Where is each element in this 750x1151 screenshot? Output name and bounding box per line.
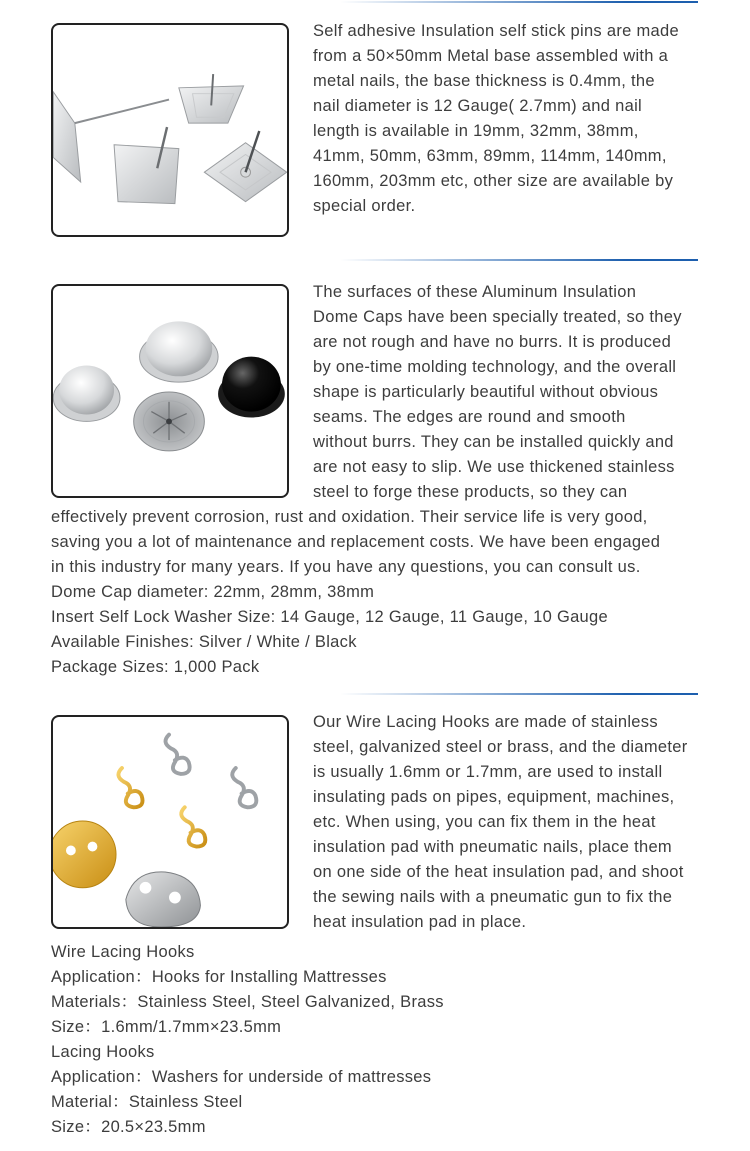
spec-application: Application：Washers for underside of mattresses bbox=[51, 1068, 432, 1086]
self-stick-pins-description bbox=[313, 19, 713, 219]
text-line: special order. bbox=[313, 197, 416, 215]
text-line: are not rough and have no burrs. It is produced bbox=[313, 333, 672, 351]
spec-application: Application：Hooks for Installing Mattresses bbox=[51, 968, 387, 986]
text-line: effectively prevent corrosion, rust and oxidation. Their service life is very good, bbox=[51, 508, 648, 526]
text-line: insulation pad with pneumatic nails, place them bbox=[313, 838, 672, 856]
spec-dome-cap-diameter: Dome Cap diameter: 22mm, 28mm, 38mm bbox=[51, 583, 375, 601]
text-line: the sewing nails with a pneumatic gun to fix the bbox=[313, 888, 673, 906]
spec-product-heading: Lacing Hooks bbox=[51, 1043, 155, 1061]
text-line: length is available in 19mm, 32mm, 38mm, bbox=[313, 122, 639, 140]
text-line: on one side of the heat insulation pad, and shoot bbox=[313, 863, 684, 881]
text-line: 160mm, 203mm etc, other size are available by bbox=[313, 172, 674, 190]
spec-size: Size：1.6mm/1.7mm×23.5mm bbox=[51, 1018, 282, 1036]
dome-caps-description bbox=[313, 280, 713, 505]
text-line: Dome Caps have been specially treated, so they bbox=[313, 308, 682, 326]
text-line: is usually 1.6mm or 1.7mm, are used to install bbox=[313, 763, 663, 781]
section-divider bbox=[340, 1, 698, 3]
text-line: are not easy to slip. We use thickened stainless bbox=[313, 458, 675, 476]
text-line: insulating pads on pipes, equipment, machines, bbox=[313, 788, 675, 806]
spec-finishes: Available Finishes: Silver / White / Black bbox=[51, 633, 357, 651]
text-line: without burrs. They can be installed quickly and bbox=[313, 433, 674, 451]
text-line: etc. When using, you can fix them in the heat bbox=[313, 813, 656, 831]
wire-lacing-hooks-specs bbox=[51, 940, 711, 1140]
spec-product-heading: Wire Lacing Hooks bbox=[51, 943, 195, 961]
spec-material: Material：Stainless Steel bbox=[51, 1093, 243, 1111]
section-divider bbox=[340, 693, 698, 695]
dome-caps-illustration bbox=[53, 286, 287, 496]
text-line: Self adhesive Insulation self stick pins are made bbox=[313, 22, 679, 40]
text-line: heat insulation pad in place. bbox=[313, 913, 527, 931]
text-line: from a 50×50mm Metal base assembled with a bbox=[313, 47, 669, 65]
dome-caps-photo bbox=[51, 284, 289, 498]
text-line: nail diameter is 12 Gauge( 2.7mm) and nail bbox=[313, 97, 643, 115]
spec-washer-size: Insert Self Lock Washer Size: 14 Gauge, 12 Gauge, 11 Gauge, 10 Gauge bbox=[51, 608, 608, 626]
text-line: shape is particularly beautiful without obvious bbox=[313, 383, 659, 401]
text-line: The surfaces of these Aluminum Insulation bbox=[313, 283, 637, 301]
wire-lacing-hooks-illustration bbox=[53, 717, 287, 927]
text-line: by one-time molding technology, and the overall bbox=[313, 358, 677, 376]
text-line: saving you a lot of maintenance and replacement costs. We have been engaged bbox=[51, 533, 661, 551]
spec-materials: Materials：Stainless Steel, Steel Galvanized, Brass bbox=[51, 993, 444, 1011]
insulation-pins-illustration bbox=[53, 25, 287, 235]
dome-caps-specs bbox=[51, 505, 711, 680]
section-divider bbox=[340, 259, 698, 261]
text-line: metal nails, the base thickness is 0.4mm, the bbox=[313, 72, 655, 90]
text-line: Our Wire Lacing Hooks are made of stainless bbox=[313, 713, 658, 731]
insulation-pins-photo bbox=[51, 23, 289, 237]
wire-lacing-hooks-description bbox=[313, 710, 713, 935]
wire-lacing-hooks-photo bbox=[51, 715, 289, 929]
text-line: seams. The edges are round and smooth bbox=[313, 408, 626, 426]
spec-size: Size：20.5×23.5mm bbox=[51, 1118, 206, 1136]
text-line: 41mm, 50mm, 63mm, 89mm, 114mm, 140mm, bbox=[313, 147, 667, 165]
spec-package-sizes: Package Sizes: 1,000 Pack bbox=[51, 658, 260, 676]
text-line: in this industry for many years. If you have any questions, you can consult us. bbox=[51, 558, 641, 576]
text-line: steel to forge these products, so they can bbox=[313, 483, 628, 501]
text-line: steel, galvanized steel or brass, and the diameter bbox=[313, 738, 688, 756]
